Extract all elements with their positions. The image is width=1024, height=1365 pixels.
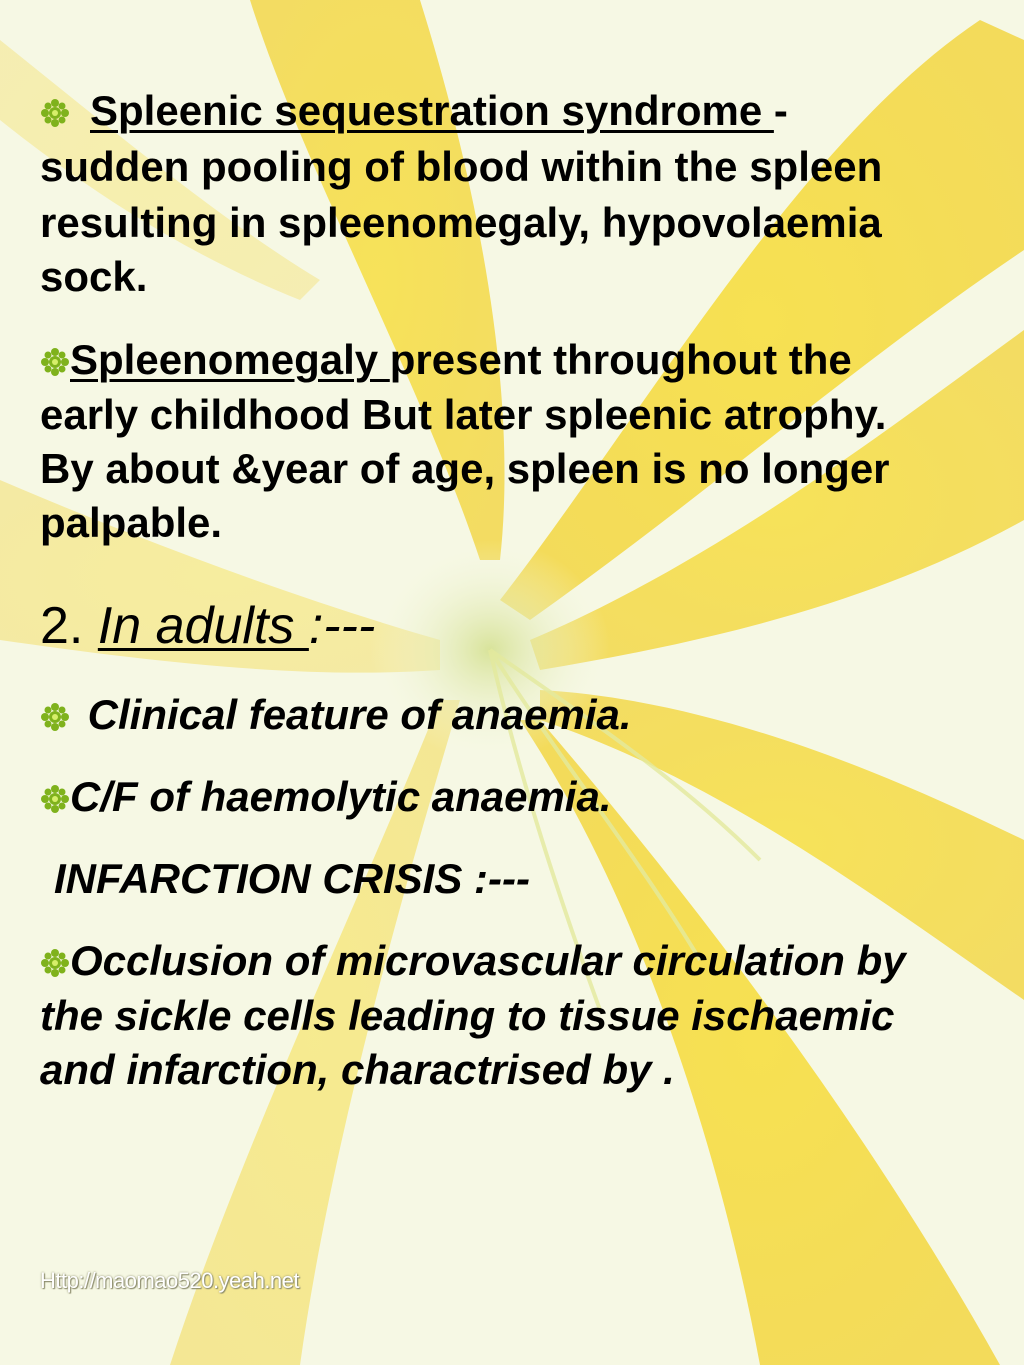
para1-line2: sudden pooling of blood within the spleen xyxy=(40,143,883,190)
para3-line3: and infarction, charactrised by . xyxy=(40,1046,675,1093)
para2-line4: palpable. xyxy=(40,499,223,546)
para3-text-1: Occlusion of microvascular circulation by xyxy=(70,937,906,984)
green-flower-bullet-icon xyxy=(40,98,70,128)
para1-dash: - xyxy=(773,87,788,134)
para2-line2: early childhood But later spleenic atrophy. xyxy=(40,391,887,438)
item-cf-haemolytic: C/F of haemolytic anaemia. xyxy=(70,773,612,820)
heading-title: In adults xyxy=(97,597,309,655)
para3-line2: the sickle cells leading to tissue ischaemic xyxy=(40,992,895,1039)
para2-rest: present throughout the xyxy=(389,336,852,383)
para2-line3: By about &year of age, spleen is no longer xyxy=(40,445,890,492)
item-clinical-feature: Clinical feature of anaemia. xyxy=(76,691,632,738)
green-flower-bullet-icon xyxy=(40,702,70,732)
spleenomegaly-term: Spleenomegaly xyxy=(70,336,390,383)
spleenic-sequestration-term: Spleenic sequestration syndrome xyxy=(90,87,774,134)
para3-line1 xyxy=(40,934,906,988)
para1-line3: resulting in spleenomegaly, hypovolaemia xyxy=(40,199,882,246)
green-flower-bullet-icon xyxy=(40,347,70,377)
list-item xyxy=(40,688,632,742)
infarction-crisis-heading: INFARCTION CRISIS :--- xyxy=(54,855,530,902)
list-item xyxy=(40,770,612,824)
para2-line1 xyxy=(40,333,852,387)
heading-suffix: :--- xyxy=(308,597,376,655)
green-flower-bullet-icon xyxy=(40,948,70,978)
green-flower-bullet-icon xyxy=(40,784,70,814)
watermark-url: Http://maomao520.yeah.net xyxy=(40,1268,299,1293)
para1-line4: sock. xyxy=(40,253,148,300)
para1-line1 xyxy=(40,84,788,138)
heading-number: 2. xyxy=(40,597,98,655)
section-heading xyxy=(40,596,375,656)
